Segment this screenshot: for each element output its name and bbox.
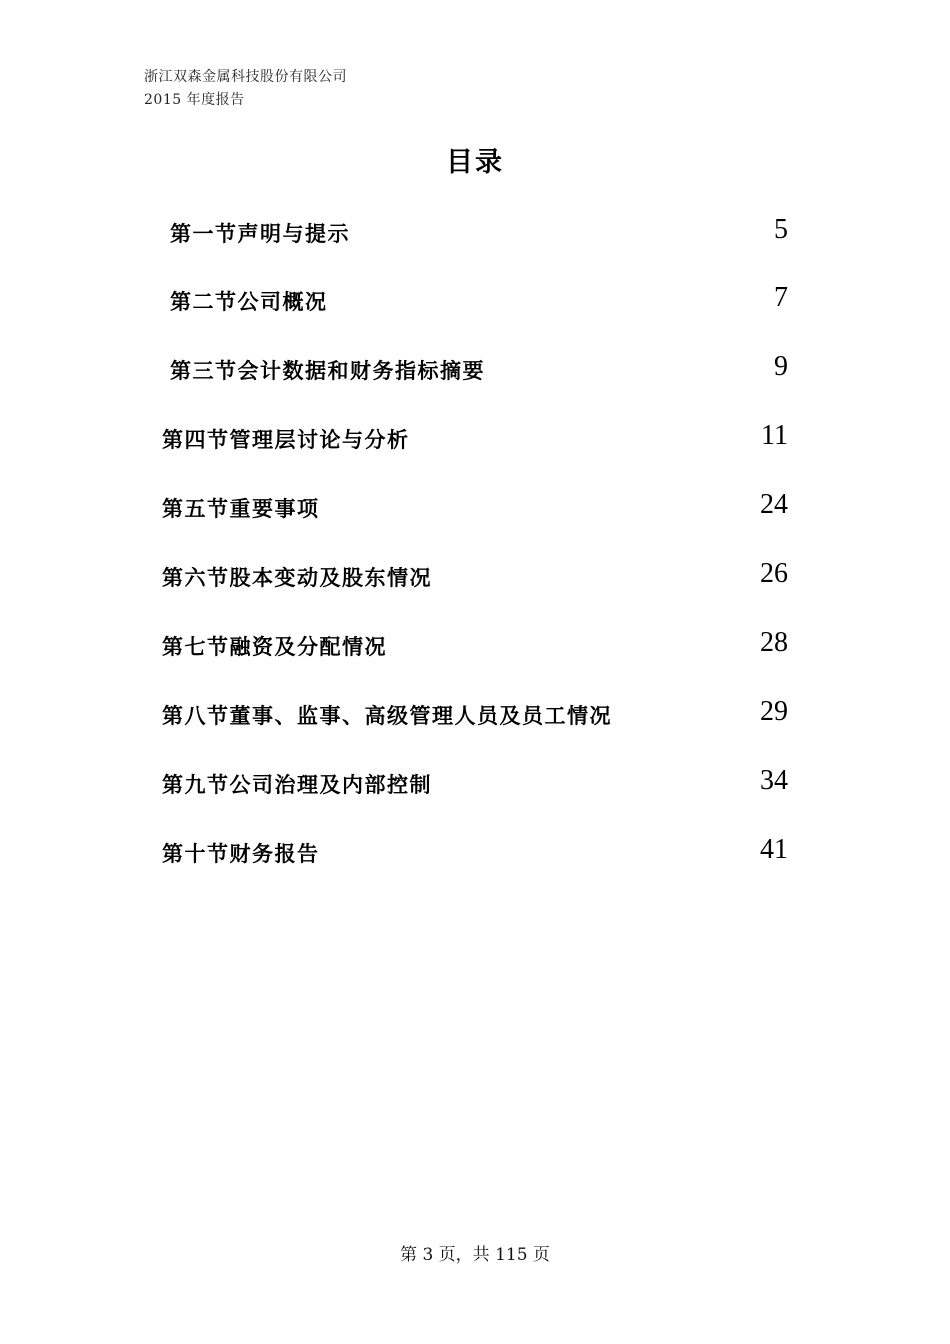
toc-entry[interactable] xyxy=(0,349,950,389)
toc-entry[interactable] xyxy=(0,212,950,252)
report-title: 2015 年度报告 xyxy=(144,92,245,108)
toc-entry[interactable] xyxy=(0,763,950,803)
toc-entry[interactable] xyxy=(0,556,950,596)
toc-entry-page: 9 xyxy=(774,351,788,382)
toc-entry-label: 第四节管理层讨论与分析 xyxy=(162,427,410,452)
toc-entry-page: 34 xyxy=(760,765,788,796)
toc-entry-label: 第六节股本变动及股东情况 xyxy=(162,565,432,590)
toc-entry[interactable] xyxy=(0,418,950,458)
toc-entry-label: 第五节重要事项 xyxy=(162,496,320,521)
toc-entry-label: 第八节董事、监事、高级管理人员及员工情况 xyxy=(162,703,612,728)
toc-entry[interactable] xyxy=(0,832,950,872)
toc-title: 目录 xyxy=(446,147,504,178)
toc-entry-label: 第一节声明与提示 xyxy=(170,221,350,246)
toc-entry[interactable] xyxy=(0,280,950,320)
toc-entry-page: 24 xyxy=(760,489,788,520)
toc-entry-page: 41 xyxy=(760,834,788,865)
toc-entry-page: 7 xyxy=(774,282,788,313)
toc-entry-label: 第二节公司概况 xyxy=(170,289,328,314)
toc-entry[interactable] xyxy=(0,694,950,734)
toc-entry-page: 29 xyxy=(760,696,788,727)
toc-entry[interactable] xyxy=(0,487,950,527)
company-name: 浙江双森金属科技股份有限公司 xyxy=(144,69,347,85)
toc-entry-label: 第九节公司治理及内部控制 xyxy=(162,772,432,797)
toc-entry-label: 第十节财务报告 xyxy=(162,841,320,866)
toc-entry-page: 26 xyxy=(760,558,788,589)
toc-entry-page: 28 xyxy=(760,627,788,658)
toc-entry-label: 第三节会计数据和财务指标摘要 xyxy=(170,358,485,383)
page-footer: 第 3 页，共 115 页 xyxy=(400,1245,550,1265)
page-header xyxy=(144,66,347,112)
toc-entry-page: 11 xyxy=(761,420,788,451)
toc-entry-label: 第七节融资及分配情况 xyxy=(162,634,387,659)
toc-entry-page: 5 xyxy=(774,214,788,245)
toc-entry[interactable] xyxy=(0,625,950,665)
